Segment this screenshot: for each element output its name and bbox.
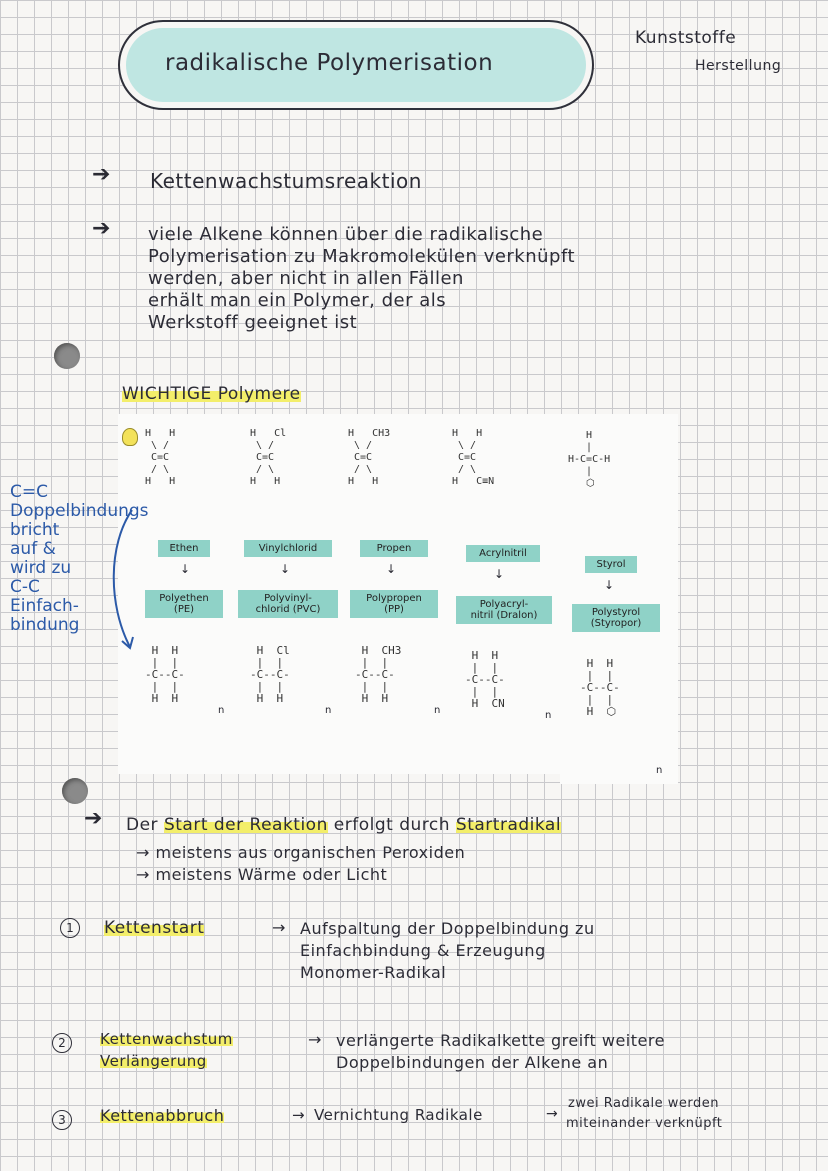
subtopic-label: Herstellung xyxy=(695,58,782,74)
polymer-label-line: (PE) xyxy=(173,604,195,615)
intro-line: werden, aber nicht in allen Fällen xyxy=(148,268,464,289)
start-text: Der xyxy=(126,815,159,835)
monomer-label: Styrol xyxy=(585,556,637,573)
side-note-line: Doppelbindungs xyxy=(10,501,149,521)
bullet-chain-growth: Kettenwachstumsreaktion xyxy=(150,169,422,193)
n-label: n xyxy=(434,705,441,716)
step-name-line2: Verlängerung xyxy=(100,1052,207,1070)
n-label: n xyxy=(325,705,332,716)
monomer-label: Vinylchlorid xyxy=(244,540,332,557)
topic-label: Kunststoffe xyxy=(635,28,737,48)
arrow-icon: → xyxy=(292,1106,306,1124)
polymer-label-line: Polystyrol xyxy=(591,607,641,618)
monomer-formula: H H \ / C=C / \ H H xyxy=(145,428,176,487)
monomer-label: Ethen xyxy=(158,540,210,557)
start-sub: → meistens aus organischen Peroxiden xyxy=(136,843,466,862)
intro-line: viele Alkene können über die radikalische xyxy=(148,224,544,245)
n-label: n xyxy=(545,710,552,721)
step-desc: verlängerte Radikalkette greift weitere xyxy=(336,1031,665,1050)
side-note-line: Einfach- xyxy=(10,596,79,616)
step-desc: miteinander verknüpft xyxy=(566,1116,723,1131)
polymer-label xyxy=(145,590,223,618)
step-number: 2 xyxy=(52,1033,72,1053)
start-sub: → meistens Wärme oder Licht xyxy=(136,865,388,884)
binder-hole xyxy=(54,343,80,369)
side-note-line: C-C xyxy=(10,577,40,597)
monomer-label: Acrylnitril xyxy=(466,545,540,562)
arrow-icon: ➔ xyxy=(92,162,111,187)
arrow-icon: ➔ xyxy=(84,806,103,831)
side-note-line: bricht xyxy=(10,520,60,540)
polymer-label-line: Polyethen xyxy=(159,593,209,604)
polymer-label-line: (Styropor) xyxy=(590,618,642,629)
arrow-icon: → xyxy=(272,918,286,937)
step-desc: Doppelbindungen der Alkene an xyxy=(336,1053,609,1072)
step-desc: Aufspaltung der Doppelbindung zu xyxy=(300,919,595,938)
n-label: n xyxy=(218,705,225,716)
repeat-unit-formula: H H | | -C--C- | | H H xyxy=(145,644,185,705)
step-desc: zwei Radikale werden xyxy=(568,1096,720,1111)
start-sub-text: meistens Wärme oder Licht xyxy=(155,865,388,884)
step-name: Kettenabbruch xyxy=(100,1106,225,1125)
monomer-formula: H Cl \ / C=C / \ H H xyxy=(250,428,287,487)
monomer-formula: H H \ / C=C / \ H C≡N xyxy=(452,428,495,487)
polymer-label xyxy=(350,590,438,618)
monomer-formula: H | H-C=C-H | ⬡ xyxy=(568,430,611,489)
step-name: Kettenstart xyxy=(104,918,205,938)
step-number: 1 xyxy=(60,918,80,938)
repeat-unit-formula: H H | | -C--C- | | H ⬡ xyxy=(580,657,620,718)
repeat-unit-formula: H CH3 | | -C--C- | | H H xyxy=(355,644,402,705)
monomer-formula: H CH3 \ / C=C / \ H H xyxy=(348,428,391,487)
start-highlight: Start der Reaktion xyxy=(163,815,328,835)
side-note-line: bindung xyxy=(10,615,80,635)
start-text: erfolgt durch xyxy=(333,815,451,835)
polymer-label-line: Polypropen xyxy=(366,593,422,604)
side-note-line: C=C xyxy=(10,482,48,502)
polymer-label xyxy=(456,596,552,624)
polymer-label-line: Polyvinyl- xyxy=(264,593,312,604)
step-name: Kettenwachstum xyxy=(100,1030,233,1048)
repeat-unit-formula: H Cl | | -C--C- | | H H xyxy=(250,644,290,705)
binder-hole xyxy=(62,778,88,804)
side-note-line: auf & xyxy=(10,539,56,559)
arrow-icon: → xyxy=(546,1106,559,1122)
start-line xyxy=(126,814,561,836)
side-note-line: wird zu xyxy=(10,558,72,578)
step-desc: Einfachbindung & Erzeugung xyxy=(300,941,546,960)
repeat-unit-formula: H H | | -C--C- | | H CN xyxy=(465,649,505,710)
start-sub-text: meistens aus organischen Peroxiden xyxy=(155,843,466,862)
polymer-label xyxy=(238,590,338,618)
polymer-label-line: nitril (Dralon) xyxy=(470,610,538,621)
polymer-label-line: chlorid (PVC) xyxy=(255,604,321,615)
step-desc: Monomer-Radikal xyxy=(300,963,447,982)
page-title: radikalische Polymerisation xyxy=(165,50,494,76)
arrow-icon: ➔ xyxy=(92,216,111,241)
polymer-label-line: Polyacryl- xyxy=(479,599,529,610)
arrow-icon: → xyxy=(308,1030,322,1049)
polymer-label xyxy=(572,604,660,632)
monomer-label: Propen xyxy=(360,540,428,557)
intro-line: erhält man ein Polymer, der als xyxy=(148,290,447,311)
n-label: n xyxy=(656,765,663,776)
down-arrow-icon: ↓ xyxy=(180,562,191,576)
start-highlight: Startradikal xyxy=(455,815,562,835)
polymers-heading: WICHTIGE Polymere xyxy=(122,384,301,404)
intro-line: Werkstoff geeignet ist xyxy=(148,312,358,333)
down-arrow-icon: ↓ xyxy=(494,567,505,581)
curved-arrow-icon xyxy=(100,505,140,655)
lightbulb-icon xyxy=(122,428,138,446)
polymer-label-line: (PP) xyxy=(384,604,404,615)
down-arrow-icon: ↓ xyxy=(280,562,291,576)
intro-line: Polymerisation zu Makromolekülen verknüpft xyxy=(148,246,576,267)
step-desc: Vernichtung Radikale xyxy=(314,1106,483,1124)
step-number: 3 xyxy=(52,1110,72,1130)
down-arrow-icon: ↓ xyxy=(386,562,397,576)
down-arrow-icon: ↓ xyxy=(604,578,615,592)
